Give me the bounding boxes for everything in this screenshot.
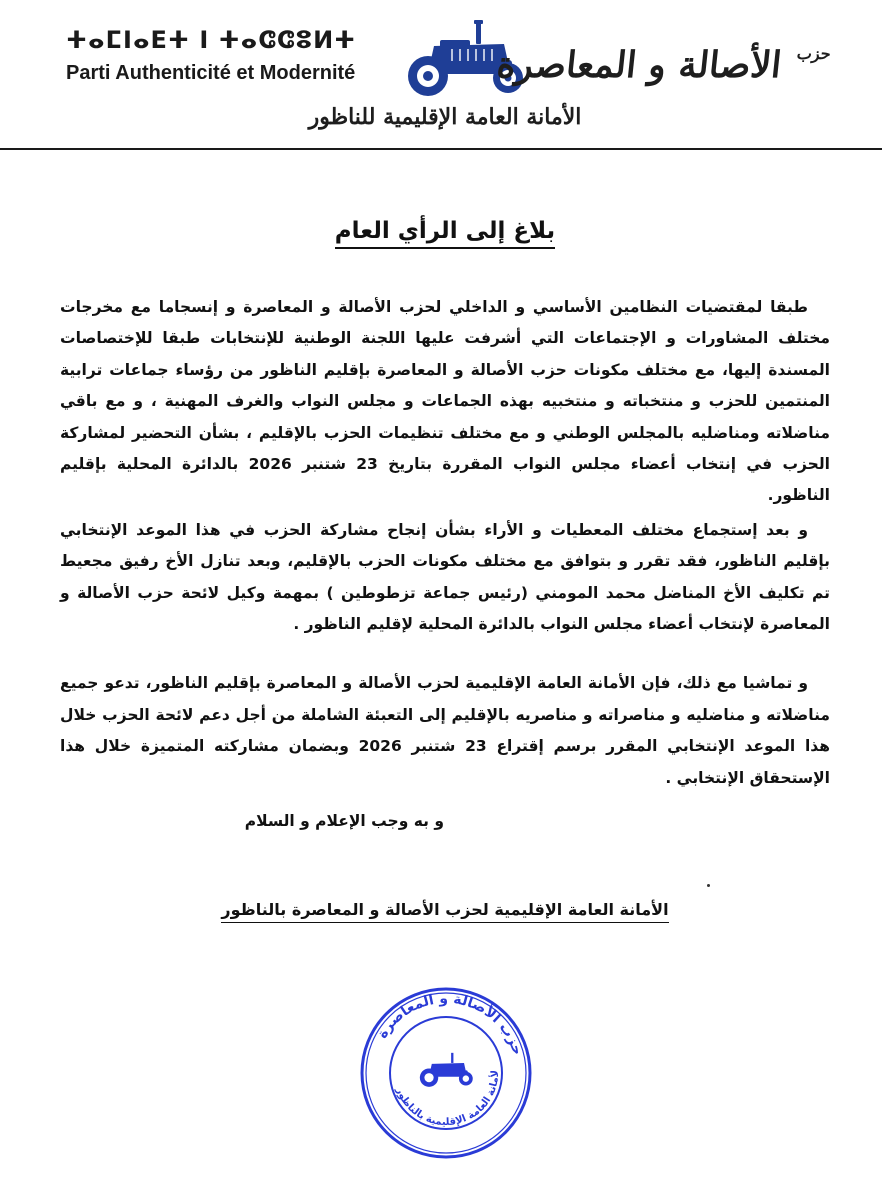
party-name-arabic (495, 44, 832, 86)
paragraph-3: و تماشيا مع ذلك، فإن الأمانة العامة الإقليمية لحزب الأصالة و المعاصرة بإقليم الناظور، تدعو جميع مناضلاته و مناضليه و مناصراته و مناصريه بالإقليم إلى التعبئة الشاملة من أجل دعم لائحة الحزب خلال هذا الموعد الإنتخابي المقرر برسم إقتراع 23 شتنبر 2026 وبضمان مشاركته المتميزة خلال هذا الإستحقاق الإنتخابي . (60, 674, 830, 787)
signature-text: الأمانة العامة الإقليمية لحزب الأصالة و المعاصرة بالناظور (221, 900, 668, 923)
header-divider (0, 148, 882, 150)
document-body (60, 292, 830, 838)
party-name-arabic-text: الأصالة و المعاصرة (495, 44, 784, 86)
stamp-outer-text: حزب الأصالة و المعاصرة (374, 990, 526, 1058)
official-stamp-icon (358, 985, 534, 1161)
party-name-french: Parti Authenticité et Modernité (66, 62, 356, 84)
document-title-text: بلاغ إلى الرأي العام (335, 218, 555, 249)
party-prefix-arabic: حزب (796, 44, 833, 63)
closing-line: و به وجب الإعلام و السلام (244, 812, 444, 831)
party-name-tifinagh: ⵜⴰⵎⵏⴰⴹⵜ ⵏ ⵜⴰⵛⵛⵓⵍⵜ (66, 26, 357, 54)
stamp-inner-text: لأمانة العامة الإقليمية بالناظور (393, 1069, 502, 1129)
paragraph-1: طبقا لمقتضيات النظامين الأساسي و الداخلي لحزب الأصالة و المعاصرة و إنسجاما مع مخرجات مختلف المشاورات و الإجتماعات التي أشرفت عليها اللجنة الوطنية للإنتخابات طبقا للإختصاصات المسندة إليها، مع مختلف مكونات حزب الأصالة و المعاصرة بإقليم الناظور من رؤساء جماعات ترابية المنتمين للحزب و منتخباته و منتخبيه بهذه الجماعات و مجلس النواب والغرف المهنية ، و مع باقي مناضلاته ومناضليه بالمجلس الوطني و مع مختلف تنظيمات الحزب بالإقليم ، بشأن التحضير لمشاركة الحزب في إنتخاب أعضاء مجلس النواب المقررة بتاريخ 23 شتنبر 2026 بالدائرة المحلية بإقليم الناظور. (60, 298, 830, 505)
ink-dot (707, 884, 710, 887)
regional-secretariat-title: الأمانة العامة الإقليمية للناظور (308, 104, 582, 130)
paragraph-2: و بعد إستجماع مختلف المعطيات و الأراء بشأن إنجاح مشاركة الحزب في هذا الموعد الإنتخابي بإقليم الناظور، فقد تقرر و بتوافق مع مختلف مكونات الحزب بالإقليم، وبعد تنازل الأخ رفيق مجعيط تم تكليف الأخ المناضل محمد المومني (رئيس جماعة تزطوطين ) بمهمة وكيل لائحة حزب الأصالة و المعاصرة لإنتخاب أعضاء مجلس النواب بالدائرة المحلية لإقليم الناظور . (60, 520, 830, 634)
document-title (0, 218, 890, 244)
letterhead (0, 0, 890, 160)
signature-block (0, 900, 890, 919)
